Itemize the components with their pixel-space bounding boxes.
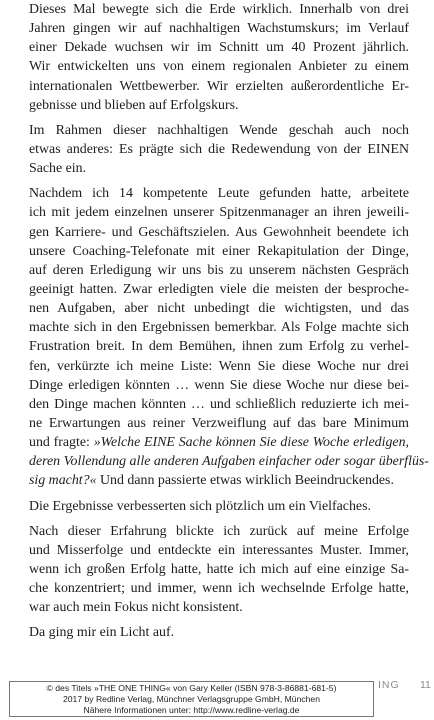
paragraph-5 <box>29 522 409 618</box>
copyright-line: © des Titels »THE ONE THING« von Gary Keller (ISBN 978-3-86881-681-5) <box>46 683 337 693</box>
paragraph-2 <box>29 121 409 178</box>
text-line: einer Dekade wuchsen wir im Schnitt um 40 Prozent jährlich. <box>29 40 409 56</box>
italic-quote: deren Vollendung alle anderen Aufgaben einfacher oder sogar überflüs- <box>29 454 429 470</box>
text-line: che konzentriert; und immer, wenn ich wechselnde Erfolge hatte, <box>29 581 409 597</box>
text-line: Die Ergebnisse verbesserten sich plötzlich um ein Vielfaches. <box>29 498 371 514</box>
text-line: nen Aufgaben, aber nicht unbedingt die wichtigsten, und das <box>29 301 409 317</box>
paragraph-3 <box>29 184 429 490</box>
text-line: ne Erwartungen aus reiner Verzweiflung auf das bare Minimum <box>29 415 409 431</box>
text-line: auf deren Erledigung wir uns bis zu unserem nächsten Gespräch <box>29 262 409 278</box>
text-line: Frustration breit. In dem Bemühen, ihnen zum Erfolg zu verhel- <box>29 339 409 355</box>
text-line: Im Rahmen dieser nachhaltigen Wende geschah auch noch <box>29 122 409 138</box>
paragraph-6 <box>29 623 409 642</box>
text-line: Da ging mir ein Licht auf. <box>29 625 175 641</box>
text-line: war auch mein Fokus nicht konsistent. <box>29 600 243 616</box>
text-line: den Dinge machen könnten … und schließlich reduzierte ich mei- <box>29 396 409 412</box>
copyright-url-line: Nähere Informationen unter: http://www.redline-verlag.de <box>83 705 300 715</box>
copyright-line: 2017 by Redline Verlag, Münchner Verlagsgruppe GmbH, München <box>62 694 320 704</box>
italic-quote: »Welche EINE Sache können Sie diese Woche erledigen, <box>93 435 409 451</box>
text-line: Dinge erledigen könnten … wenn Sie diese Woche nur diese bei- <box>29 377 409 393</box>
text-line: Wir entwickelten uns von einem regionalen Anbieter zu einem <box>29 59 409 75</box>
text-line: wenn ich großen Erfolg hatte, hatte ich mich auf eine einzige Sa- <box>29 561 409 577</box>
text-line: Jahren gingen wir auf nachhaltigen Wachstumskurs; im Verlauf <box>29 21 409 37</box>
text-line: unsere Coaching-Telefonate mit einer Rekapitulation der Dinge, <box>29 243 409 259</box>
page-number: 11 <box>420 679 431 691</box>
italic-quote: sig macht?« <box>29 473 97 489</box>
running-head: ING <box>378 679 400 691</box>
body-text <box>29 0 429 643</box>
text-segment: Und dann passierte etwas wirklich Beeindruckendes. <box>96 473 394 489</box>
text-line: gebnisse und blieben auf Erfolgskurs. <box>29 97 239 113</box>
copyright-notice <box>9 681 374 717</box>
text-line: fen, verkürzte ich meine Liste: Wenn Sie diese Woche nur drei <box>29 358 409 374</box>
text-line: etwas anderes: Es prägte sich die Redewendung von der EINEN <box>29 141 409 157</box>
text-line: Sache ein. <box>29 161 87 177</box>
text-line: Dieses Mal bewegte sich die Erde wirklich. Innerhalb von drei <box>29 2 409 17</box>
text-line: Nachdem ich 14 kompetente Leute gefunden hatte, arbeitete <box>29 186 409 202</box>
text-line: internationalen Wettbewerber. Wir erzielten außerordentliche Er- <box>29 78 409 94</box>
text-line: und Misserfolge und entdeckte ein interessantes Muster. Immer, <box>29 542 409 558</box>
paragraph-1 <box>29 0 409 115</box>
text-segment: und fragte: <box>29 435 94 451</box>
text-line: geeinigt hatten. Zwar erledigten viele die meisten der besproche- <box>29 281 409 297</box>
text-line: Nach dieser Erfahrung blickte ich zurück auf meine Erfolge <box>29 523 409 539</box>
text-line <box>29 471 409 490</box>
paragraph-4 <box>29 497 409 516</box>
text-line: machte sich in den Ergebnissen bemerkbar. Als Folge machte sich <box>29 320 409 336</box>
text-line: gen Karriere- und Geschäftszielen. Aus Gewohnheit beendete ich <box>29 224 409 240</box>
text-line: ich mit jedem einzelnen unserer Spitzenmanager an ihren jeweili- <box>29 205 409 221</box>
text-line <box>29 433 409 452</box>
